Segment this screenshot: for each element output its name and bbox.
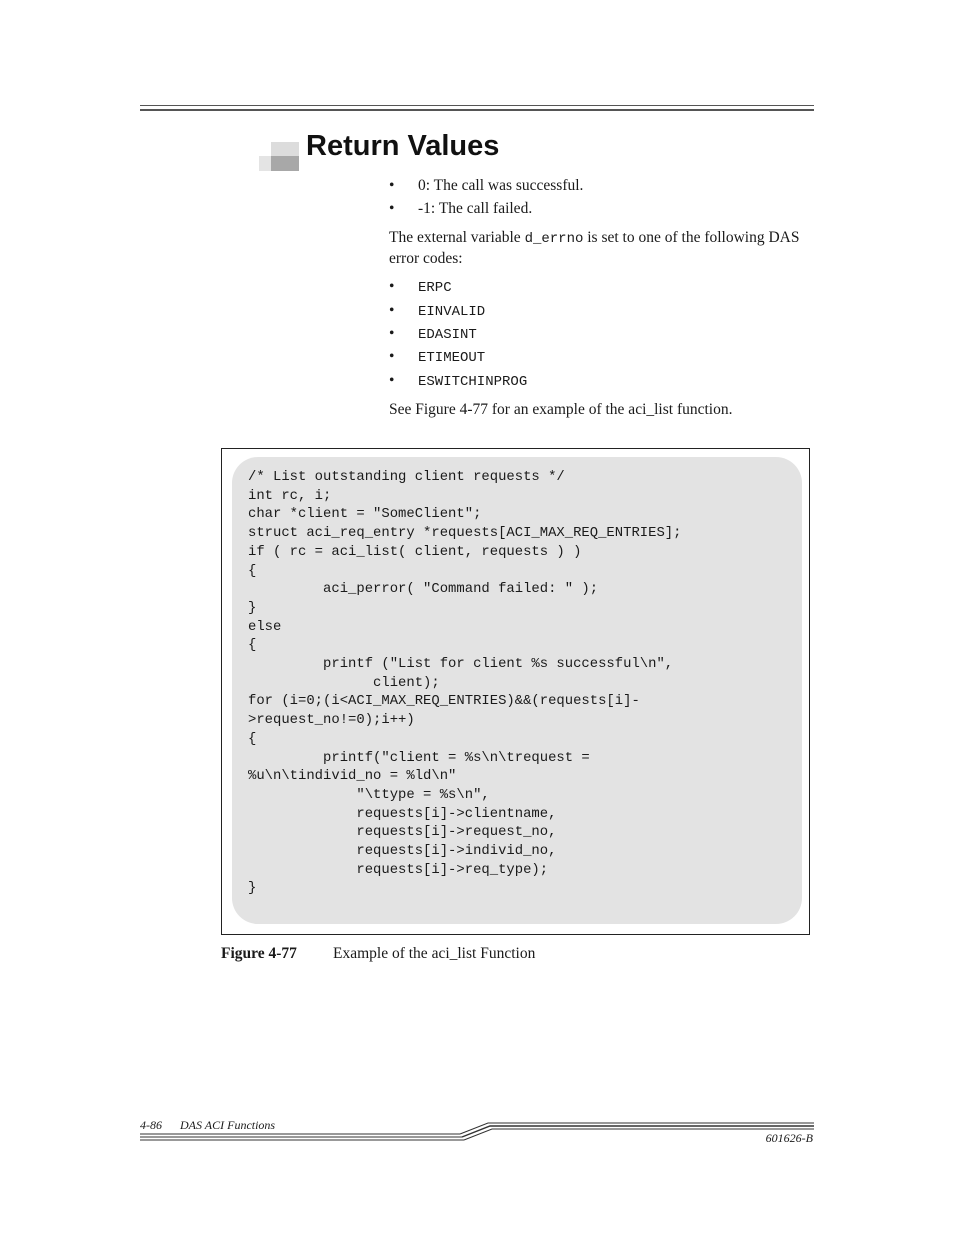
section-marker-icon (259, 142, 299, 171)
return-value-failure: -1: The call failed. (418, 200, 533, 217)
figure-frame (221, 448, 810, 935)
list-item (389, 301, 485, 321)
figure-caption-text: Example of the aci_list Function (333, 945, 536, 962)
return-value-success: 0: The call was successful. (418, 177, 584, 194)
bullet-icon: • (389, 278, 395, 295)
bullet-icon: • (389, 302, 395, 319)
error-code: ERPC (418, 280, 452, 296)
bullet-icon: • (389, 348, 395, 365)
error-code: EINVALID (418, 304, 486, 320)
footer-left (140, 1118, 275, 1133)
figure-caption (221, 945, 535, 963)
figure-reference-paragraph: See Figure 4-77 for an example of the aci_list function. (389, 401, 733, 418)
list-item (389, 199, 532, 219)
page-title: Return Values (306, 130, 500, 162)
error-code: ESWITCHINPROG (418, 374, 528, 390)
errno-variable: d_errno (524, 231, 584, 247)
list-item (389, 324, 477, 344)
errno-paragraph: The external variable d_errno is set to one of the following DAS error codes: (389, 229, 800, 267)
chapter-name: DAS ACI Functions (180, 1118, 276, 1132)
figure-label: Figure 4-77 (221, 945, 297, 962)
error-code: ETIMEOUT (418, 350, 486, 366)
list-item (389, 176, 583, 196)
list-item (389, 371, 527, 391)
bullet-icon: • (389, 200, 395, 217)
list-item (389, 347, 485, 367)
header-rule-top (140, 105, 814, 106)
code-panel (232, 457, 802, 924)
document-number: 601626-B (765, 1131, 813, 1145)
page-number: 4-86 (140, 1118, 162, 1132)
header-rule-bottom (140, 109, 814, 111)
code-example: /* List outstanding client requests */ int rc, i; char *client = "SomeClient"; struct aci_req_entry *requests[ACI_MAX_REQ_ENTRIES]; if ( rc = aci_list( client, requests ) ) { aci_perror( "Command failed: " ); } else { printf ("List for client %s successful\n", client); for (i=0;(i<ACI_MAX_REQ_ENTRIES)&&(requests[i]- >request_no!=0);i++) { printf("client = %s\n\trequest = %u\n\tindivid_no = %ld\n" "\ttype = %s\n", requests[i]->clientname, requests[i]->request_no, requests[i]->individ_no, requests[i]->req_type); } (248, 469, 682, 897)
bullet-icon: • (389, 177, 395, 194)
list-item (389, 277, 452, 297)
error-code: EDASINT (418, 327, 477, 343)
bullet-icon: • (389, 372, 395, 389)
bullet-icon: • (389, 325, 395, 342)
